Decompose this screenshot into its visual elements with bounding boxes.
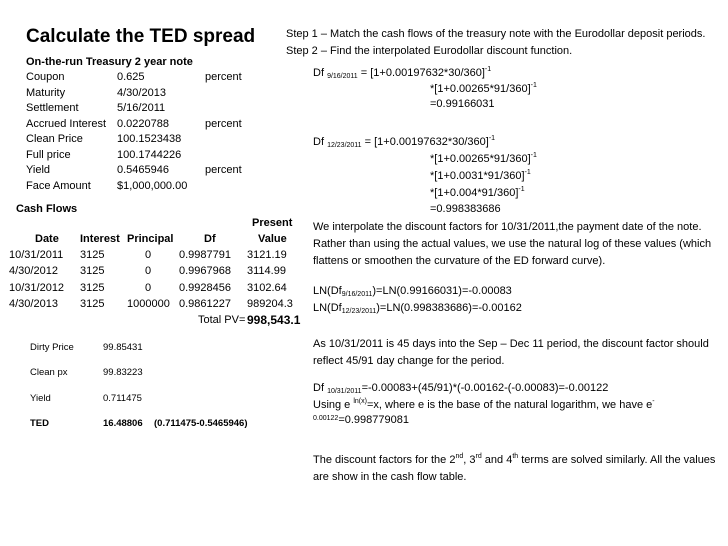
cell-principal: 0	[145, 249, 152, 261]
df-2-result: =0.998383686	[430, 203, 501, 215]
bond-label: Full price	[26, 149, 71, 161]
cell-date: 4/30/2012	[9, 265, 58, 277]
clean-px-label: Clean px	[30, 367, 68, 378]
using-e-prefix: Using e	[313, 399, 354, 411]
cash-flows-title: Cash Flows	[16, 203, 78, 215]
cell-df: 0.9967968	[179, 265, 231, 277]
cell-pv: 3121.19	[247, 249, 287, 261]
bond-label: Coupon	[26, 71, 65, 83]
df-2-line-4	[430, 186, 525, 199]
final-text-1: The discount factors for the 2	[313, 454, 456, 466]
yield-value: 0.711475	[103, 393, 142, 404]
df-1-line-2	[430, 82, 537, 95]
ln-2-result: )=LN(0.998383686)=-0.00162	[376, 302, 522, 314]
bond-value: 0.0220788	[117, 118, 169, 130]
bond-heading: On-the-run Treasury 2 year note	[26, 56, 193, 68]
ordinal-nd: nd	[455, 453, 464, 460]
cell-date: 10/31/2011	[9, 249, 64, 261]
exponent: -1	[518, 186, 525, 193]
interpolation-paragraph: We interpolate the discount factors for 10/31/2011,the payment date of the note. Rather than using the actual values, we use the natural log of these values (which flattens or smoothen the curvature of the ED forward curve).	[313, 221, 712, 267]
bond-value: 100.1744226	[117, 149, 182, 161]
df-3-line	[313, 382, 608, 395]
df-symbol: Df	[313, 67, 324, 79]
ln-1-result: )=LN(0.99166031)=-0.00083	[372, 285, 512, 297]
ln-x-superscript: ln(x)	[353, 398, 367, 405]
bond-value: 100.1523438	[117, 133, 182, 145]
total-pv-value: 998,543.1	[247, 313, 301, 327]
df-3-subscript: 10/31/2011	[327, 388, 362, 395]
ted-label: TED	[30, 418, 49, 429]
step-1-text: Step 1 – Match the cash flows of the treasury note with the Eurodollar deposit periods.	[286, 28, 706, 40]
bond-value: 4/30/2013	[117, 87, 166, 99]
bond-value: 0.5465946	[117, 164, 169, 176]
df-2-line-2	[430, 152, 537, 165]
df-1-subscript: 9/16/2011	[327, 73, 358, 80]
df-2-factor-4: *[1+0.004*91/360]	[430, 187, 519, 199]
exponent: -1	[488, 135, 496, 142]
exponent-value: 0.00122	[313, 415, 339, 422]
final-text-2: , 3	[463, 454, 476, 466]
df-2-formula: = [1+0.00197632*30/360]	[361, 136, 489, 148]
page-title: Calculate the TED spread	[26, 26, 256, 47]
cell-df: 0.9987791	[179, 249, 231, 261]
df-symbol: Df	[313, 136, 324, 148]
using-e-line	[313, 398, 655, 411]
exponent: -1	[530, 152, 537, 159]
yield-label: Yield	[30, 393, 51, 404]
cell-pv: 989204.3	[247, 298, 293, 310]
col-header-df: Df	[204, 233, 216, 245]
exponent: -1	[530, 82, 537, 89]
df-2-line-3	[430, 169, 531, 182]
col-header-date: Date	[35, 233, 59, 245]
ted-value: 16.48806	[103, 418, 143, 429]
bond-label: Yield	[26, 164, 51, 176]
ln-2-subscript: 12/23/2011	[341, 308, 377, 315]
df-symbol: Df	[313, 382, 324, 394]
cell-principal: 1000000	[127, 298, 170, 310]
bond-value: 5/16/2011	[117, 102, 166, 114]
final-text-3: and 4	[481, 454, 513, 466]
df-2-factor-2: *[1+0.00265*91/360]	[430, 153, 531, 165]
ln-prefix: LN(Df	[313, 285, 342, 297]
df-1-factor-2: *[1+0.00265*91/360]	[430, 83, 531, 95]
col-header-principal: Principal	[127, 233, 174, 245]
bond-unit: percent	[205, 118, 242, 130]
bond-label: Maturity	[26, 87, 66, 99]
cell-interest: 3125	[80, 249, 105, 261]
col-header-value: Value	[258, 233, 287, 245]
bond-label: Clean Price	[26, 133, 83, 145]
df-2-factor-3: *[1+0.0031*91/360]	[430, 170, 525, 182]
days-paragraph: As 10/31/2011 is 45 days into the Sep – Dec 11 period, the discount factor should reflect 45/91 day change for the period.	[313, 338, 709, 367]
step-2-text: Step 2 – Find the interpolated Eurodollar discount function.	[286, 45, 573, 57]
cell-pv: 3102.64	[247, 282, 287, 294]
clean-px-value: 99.83223	[103, 367, 143, 378]
exponent: -1	[524, 169, 531, 176]
ln-1-line	[313, 285, 512, 298]
bond-unit: percent	[205, 164, 242, 176]
dirty-price-value: 99.85431	[103, 342, 143, 353]
using-e-result: =0.998779081	[338, 414, 409, 426]
final-text-4: terms are solved similarly. All the values are show in the cash flow table.	[313, 454, 716, 483]
col-header-interest: Interest	[80, 233, 120, 245]
bond-label: Settlement	[26, 102, 79, 114]
cell-date: 4/30/2013	[9, 298, 58, 310]
bond-unit: percent	[205, 71, 242, 83]
bond-value: 0.625	[117, 71, 145, 83]
exponent: -1	[484, 66, 492, 73]
df-2-line-1	[313, 135, 495, 149]
cell-principal: 0	[145, 265, 152, 277]
cell-interest: 3125	[80, 265, 105, 277]
total-pv-label: Total PV=	[198, 314, 246, 326]
ln-prefix: LN(Df	[313, 302, 342, 314]
ln-2-line	[313, 302, 522, 315]
using-e-text: =x, where e is the base of the natural logarithm, we have e	[366, 399, 653, 411]
ordinal-th: th	[512, 453, 519, 460]
final-paragraph	[313, 448, 723, 486]
df-1-line-1	[313, 66, 491, 80]
ted-formula: (0.711475-0.5465946)	[154, 418, 248, 429]
cell-interest: 3125	[80, 282, 105, 294]
dirty-price-label: Dirty Price	[30, 342, 74, 353]
bond-label: Accrued Interest	[26, 118, 107, 130]
cell-pv: 3114.99	[247, 265, 286, 277]
cell-df: 0.9928456	[179, 282, 231, 294]
cell-date: 10/31/2012	[9, 282, 65, 294]
col-header-present: Present	[252, 217, 293, 229]
cell-interest: 3125	[80, 298, 105, 310]
df-2-subscript: 12/23/2011	[327, 142, 362, 149]
cell-df: 0.9861227	[179, 298, 231, 310]
df-1-result: =0.99166031	[430, 98, 495, 110]
bond-value: $1,000,000.00	[117, 180, 188, 192]
df-1-formula: = [1+0.00197632*30/360]	[357, 67, 485, 79]
df-3-formula: =-0.00083+(45/91)*(-0.00162-(-0.00083)=-0.00122	[361, 382, 609, 394]
ln-1-subscript: 9/16/2011	[341, 291, 373, 298]
minus-superscript: -	[652, 398, 655, 405]
bond-label: Face Amount	[26, 180, 91, 192]
ordinal-rd: rd	[475, 453, 482, 460]
using-e-result-line	[313, 414, 409, 426]
cell-principal: 0	[145, 282, 152, 294]
